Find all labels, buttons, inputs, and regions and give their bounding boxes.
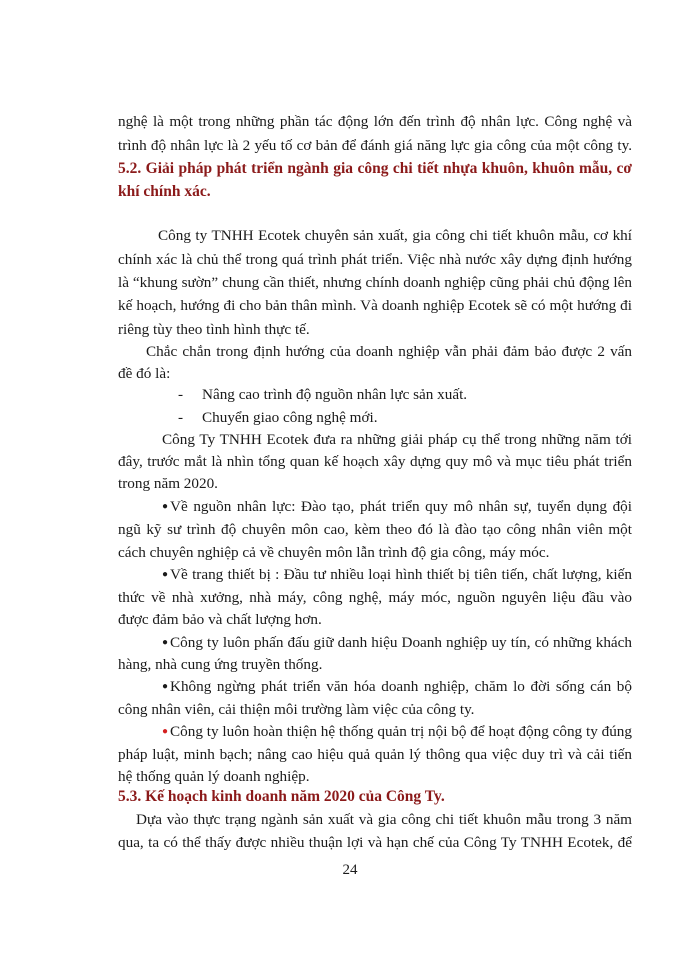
list-item-text: Chuyển giao công nghệ mới. [202,409,378,426]
body-text-line: nghệ là một trong những phần tác động lớn đến trình độ nhân lực. Công nghệ và [118,113,632,130]
body-text-line: trong năm 2020. [118,475,218,492]
bullet-item [160,565,632,585]
bullet-text: Công ty luôn phấn đấu giữ danh hiệu Doanh nghiệp uy tín, có những khách [170,634,632,651]
body-text-line: thức về nhà xưởng, nhà máy, công nghệ, máy móc, nguồn nguyên liệu đầu vào [118,589,632,606]
section-heading: 5.2. Giải pháp phát triển ngành gia công chi tiết nhựa khuôn, khuôn mẫu, cơ [118,160,632,177]
body-text-line: Công Ty TNHH Ecotek đưa ra những giải pháp cụ thể trong những năm tới [162,431,632,448]
bullet-item [160,497,632,517]
body-text-line: kế hoạch, hướng đi cho bản thân mình. Và doanh nghiệp Ecotek sẽ có một hướng đi [118,297,632,314]
body-text-line: đây, trước mắt là nhìn tổng quan kế hoạch xây dựng quy mô và mục tiêu phát triển [118,453,632,470]
page-number: 24 [342,862,358,878]
body-text-line: hàng, nhà cung ứng truyền thống. [118,656,323,673]
body-text-line: Công ty TNHH Ecotek chuyên sản xuất, gia công chi tiết khuôn mẫu, cơ khí [158,227,632,244]
section-heading: khí chính xác. [118,183,211,200]
bullet-dot-icon: ● [161,501,169,512]
body-text-line: là “khung sườn” chung cần thiết, nhưng chính doanh nghiệp cũng phải chủ động lên [118,274,632,291]
body-text-line: Chắc chắn trong định hướng của doanh nghiệp vẫn phải đảm bảo được 2 vấn [146,343,632,360]
bullet-item [160,633,632,653]
body-text-line: ngũ kỹ sư trình độ chuyên môn cao, kèm theo đó là đào tạo công nhân viên một [118,521,632,538]
bullet-dot-icon: ● [161,569,169,580]
body-text-line: được đảm bảo và chất lượng hơn. [118,611,322,628]
bullet-item [160,677,632,697]
dash-marker: - [178,386,184,403]
bullet-text: Về trang thiết bị : Đầu tư nhiều loại hình thiết bị tiên tiến, chất lượng, kiến [170,566,632,583]
list-item [178,408,378,428]
dash-marker: - [178,409,184,426]
body-text-line: riêng tùy theo tình hình thực tế. [118,321,310,338]
body-text-line: Dựa vào thực trạng ngành sản xuất và gia công chi tiết khuôn mẫu trong 3 năm [136,811,632,828]
body-text-line: trình độ nhân lực là 2 yếu tố cơ bản để đánh giá năng lực gia công của một công ty. [118,137,632,154]
body-text-line: cách chuyên nghiệp cả về chuyên môn lẫn trình độ gia công, máy móc. [118,544,550,561]
bullet-item [160,722,632,742]
bullet-dot-icon: ● [161,681,169,692]
body-text-line: pháp luật, minh bạch; nâng cao hiệu quả quản lý thông qua việc duy trì và cải tiến [118,746,632,763]
body-text-line: hệ thống quản lý doanh nghiệp. [118,768,310,785]
body-text-line: đề đó là: [118,365,171,382]
list-item-text: Nâng cao trình độ nguồn nhân lực sản xuất. [202,386,468,403]
bullet-dot-icon: ● [161,726,169,737]
body-text-line: qua, ta có thể thấy được nhiều thuận lợi và hạn chế của Công Ty TNHH Ecotek, để [118,834,632,851]
bullet-dot-icon: ● [161,637,169,648]
list-item [178,385,467,405]
section-heading: 5.3. Kế hoạch kinh doanh năm 2020 của Công Ty. [118,788,445,805]
bullet-text: Công ty luôn hoàn thiện hệ thống quản trị nội bộ để hoạt động công ty đúng [170,723,632,740]
bullet-text: Không ngừng phát triển văn hóa doanh nghiệp, chăm lo đời sống cán bộ [170,678,632,695]
bullet-text: Về nguồn nhân lực: Đào tạo, phát triển quy mô nhân sự, tuyển dụng đội [170,498,632,515]
body-text-line: công nhân viên, cải thiện môi trường làm việc của công ty. [118,701,475,718]
body-text-line: chính xác là chủ thể trong quá trình phát triển. Việc nhà nước xây dựng định hướng [118,251,632,268]
